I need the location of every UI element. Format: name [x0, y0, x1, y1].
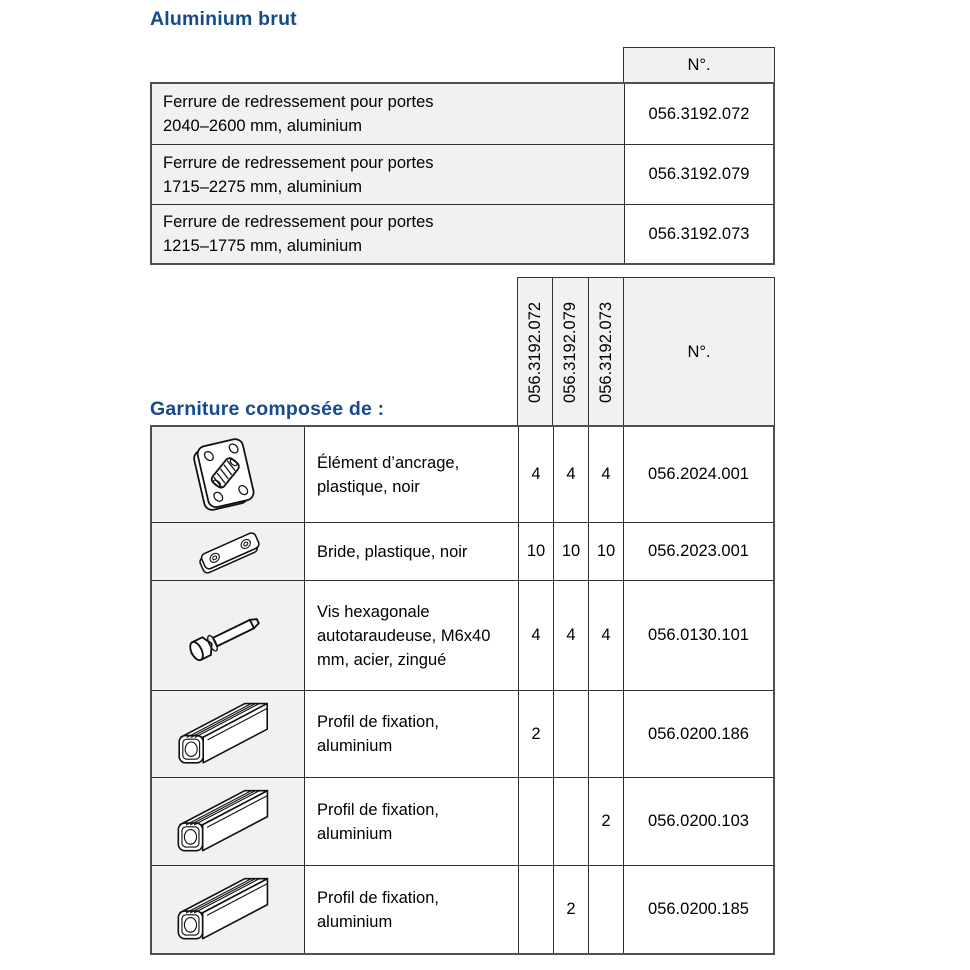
part-number: 056.3192.073	[648, 224, 750, 243]
part-number: 056.3192.079	[648, 165, 750, 183]
qty-col2: 2	[554, 866, 589, 953]
qty-col2	[554, 778, 589, 865]
table-row	[152, 580, 773, 690]
table-row	[152, 865, 773, 953]
table-row	[152, 522, 773, 580]
product-description: Profil de fixation, aluminium	[305, 691, 519, 777]
section-title-garniture: Garniture composée de :	[150, 398, 385, 420]
part-number: 056.0200.103	[648, 812, 749, 830]
description-line2: 2040–2600 mm, aluminium	[163, 117, 363, 135]
product-description: Profil de fixation, aluminium	[305, 866, 519, 953]
rotated-part-number-label: 056.3192.079	[561, 301, 579, 403]
description-line1: Ferrure de redressement pour portes	[163, 93, 434, 111]
part-number: 056.2023.001	[648, 542, 749, 560]
qty-col1: 4	[519, 427, 554, 522]
fixation-profile-icon	[167, 869, 289, 950]
product-image-cell	[152, 778, 305, 865]
no-header-label: N°.	[687, 342, 711, 361]
qty-col1: 2	[519, 691, 554, 777]
qty-col1	[519, 866, 554, 953]
fixation-profile-icon	[168, 694, 288, 774]
qty-col3: 4	[589, 427, 624, 522]
table2-no-column-header	[623, 277, 775, 426]
qty-col3	[589, 691, 624, 777]
part-number: 056.0130.101	[648, 626, 749, 644]
hex-screw-icon	[158, 594, 298, 678]
qty-col2: 4	[554, 427, 589, 522]
product-image-cell	[152, 581, 305, 690]
rotated-part-number-label: 056.3192.073	[596, 301, 615, 403]
table-row	[152, 204, 773, 263]
description-line1: Ferrure de redressement pour portes	[163, 213, 434, 231]
product-description: Vis hexagonale autotaraudeuse, M6x40 mm, acier, zingué	[305, 581, 519, 690]
table-row	[152, 690, 773, 777]
qty-col2: 10	[554, 523, 589, 580]
qty-col2	[554, 691, 589, 777]
product-description: Profil de fixation, aluminium	[305, 778, 519, 865]
table2-qty-column-header-3	[588, 277, 624, 426]
qty-col1: 10	[519, 523, 554, 580]
qty-col2: 4	[554, 581, 589, 690]
description-line1: Ferrure de redressement pour portes	[163, 153, 434, 172]
table1-no-column-header	[623, 47, 775, 83]
part-number: 056.2024.001	[648, 465, 749, 483]
clamp-plate-icon	[170, 526, 286, 577]
anchor-plate-icon	[161, 430, 295, 519]
table1-ferrures	[150, 82, 775, 265]
no-header-label: N°.	[687, 56, 711, 74]
table-row	[152, 427, 773, 522]
part-number: 056.0200.186	[648, 724, 749, 743]
product-description	[152, 205, 625, 263]
product-description: Élément d’ancrage, plastique, noir	[305, 427, 519, 522]
product-image-cell	[152, 427, 305, 522]
rotated-part-number-label: 056.3192.072	[525, 301, 544, 403]
part-number: 056.0200.185	[648, 900, 749, 918]
qty-col3	[589, 866, 624, 953]
description-line2: 1715–2275 mm, aluminium	[163, 177, 363, 196]
table2-qty-column-header-1	[517, 277, 553, 426]
table-row	[152, 144, 773, 204]
product-image-cell	[152, 866, 305, 953]
qty-col1	[519, 778, 554, 865]
table2-qty-column-header-2	[552, 277, 589, 426]
qty-col3: 2	[589, 778, 624, 865]
product-description	[152, 84, 625, 144]
qty-col3: 10	[589, 523, 624, 580]
qty-col1: 4	[519, 581, 554, 690]
table-row	[152, 777, 773, 865]
product-description	[152, 145, 625, 204]
product-image-cell	[152, 523, 305, 580]
qty-col3: 4	[589, 581, 624, 690]
fixation-profile-icon	[167, 781, 289, 862]
table-row	[152, 84, 773, 144]
table2-garniture	[150, 425, 775, 955]
product-image-cell	[152, 691, 305, 777]
description-line2: 1215–1775 mm, aluminium	[163, 237, 363, 255]
product-description: Bride, plastique, noir	[305, 523, 519, 580]
part-number: 056.3192.072	[648, 104, 750, 123]
section-title-aluminium-brut: Aluminium brut	[150, 8, 297, 30]
